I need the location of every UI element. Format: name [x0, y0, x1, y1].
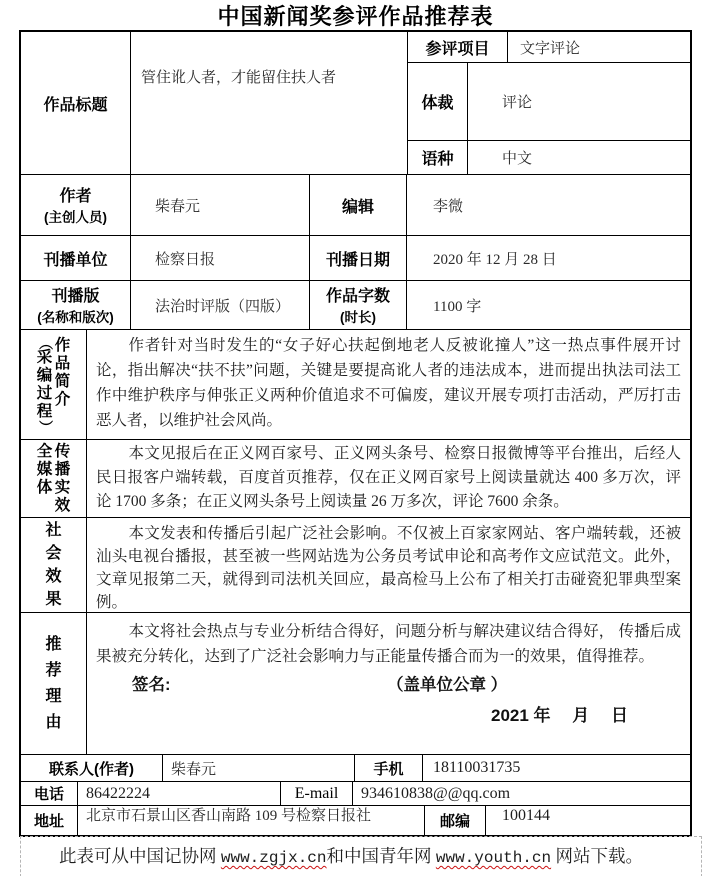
contact-name: 柴春元: [163, 755, 355, 781]
address-label: 地址: [21, 806, 78, 835]
row-contact: [21, 754, 690, 781]
word-count-label: 作品字数 (时长): [310, 281, 407, 329]
date-line: 2021 年 月 日: [491, 706, 628, 725]
work-title-label: 作品标题: [21, 32, 131, 174]
editor-value: 李微: [433, 198, 464, 215]
recommendation-body: [87, 613, 690, 754]
genre-label: 体裁: [408, 63, 468, 140]
intro-label: [21, 330, 87, 439]
contact-label: 联系人(作者): [21, 755, 163, 781]
recommendation-label: 推荐理由: [21, 613, 87, 754]
note-middle: 和中国青年网: [326, 846, 436, 866]
note-prefix: 此表可从中国记协网: [59, 846, 221, 866]
edition-value: 法治时评版（四版）: [131, 281, 310, 329]
address-value: 北京市石景山区香山南路 109 号检察日报社: [78, 806, 425, 835]
row-media-effect: [21, 439, 690, 517]
row-edition: [21, 280, 690, 329]
language-row: [408, 140, 690, 174]
editor-label: 编辑: [310, 175, 407, 235]
row-phone-email: [21, 781, 690, 805]
language-value: 中文: [502, 151, 533, 167]
media-effect-label: [21, 440, 87, 517]
author-sublabel: (主创人员): [44, 210, 107, 225]
row-work-title: [21, 32, 690, 174]
publisher-label: 刊播单位: [21, 236, 131, 280]
genre-row: [408, 62, 690, 140]
category-block: [408, 32, 690, 174]
recommendation-text: 本文将社会热点与专业分析结合得好，问题分析与解决建议结合得好， 传播后成果被充分转化，达到了广泛社会影响力与正能量传播合而为一的效果，值得推荐。: [96, 623, 681, 665]
media-effect-label-right: 传播实效: [54, 442, 71, 514]
edition-sublabel: (名称和版次): [37, 310, 114, 325]
author-label: 作者 (主创人员): [21, 175, 131, 235]
media-effect-text: 本文见报后在正义网百家号、正义网头条号、检察日报微博等平台推出，后经人民日报客户端转载，百度首页推荐，仅在正义网百家号上阅读量就达 400 多万次，评论 1700 多条；在正义网头条号上阅读量 26 万多次，评论 7600 余条。: [96, 445, 681, 510]
row-address: [21, 805, 690, 835]
phone-label: 电话: [21, 782, 78, 805]
note-suffix: 网站下载。: [551, 846, 643, 866]
row-social-effect: [21, 517, 690, 612]
intro-text: 作者针对当时发生的“女子好心扶起倒地老人反被讹撞人”这一热点事件展开讨论，指出解决“扶不扶”问题，关键是要提高讹人者的违法成本，进而提出执法司法工作中维护秩序与伸张正义两种价值追求不可偏废，建议开展专项打击活动，严厉打击恶人者，以维护社会风尚。: [96, 337, 681, 429]
download-note: [20, 836, 702, 876]
author-value: 柴春元: [131, 175, 310, 235]
publish-date-label: 刊播日期: [310, 236, 407, 280]
publish-date-value: 2020 年 12 月 28 日: [433, 251, 557, 268]
form-table: [19, 30, 692, 837]
postcode-label: 邮编: [425, 806, 486, 835]
signature-label: 签名:: [132, 676, 171, 694]
entry-category-label: 参评项目: [408, 32, 508, 62]
row-author: [21, 174, 690, 235]
email-label: E-mail: [281, 782, 353, 805]
phone-value: 86422224: [78, 782, 281, 805]
word-count-sublabel: (时长): [339, 310, 376, 325]
intro-label-main-col: 作品简介: [54, 336, 71, 408]
page-title: 中国新闻奖参评作品推荐表: [217, 4, 494, 29]
word-count-value: 1100 字: [433, 298, 482, 315]
paren-close: ）: [37, 419, 54, 434]
media-effect-label-left: 全媒体: [36, 442, 53, 496]
row-recommendation: [21, 612, 690, 754]
edition-label: 刊播版 (名称和版次): [21, 281, 131, 329]
row-publisher: [21, 235, 690, 280]
paren-open: （: [37, 335, 54, 350]
entry-category-row: [408, 32, 690, 62]
postcode-value: 100144: [502, 807, 550, 824]
row-intro: [21, 329, 690, 439]
note-url-youth: www.youth.cn: [435, 849, 552, 867]
email-value: 934610838@@qq.com: [361, 784, 511, 802]
mobile-value: 18110031735: [433, 759, 521, 776]
entry-category-value: 文字评论: [520, 40, 581, 57]
note-url-zgjx: www.zgjx.cn: [220, 849, 327, 867]
seal-label: （盖单位公章 ）: [387, 676, 508, 694]
intro-label-paren-col: （ 采编过程 ）: [36, 335, 54, 434]
signature-line: [87, 669, 690, 697]
social-effect-text: 本文发表和传播后引起广泛社会影响。不仅被上百家家网站、客户端转载，还被汕头电视台播报，甚至被一些网站选为公务员考试申论和高考作文应试范文。此外，文章见报第二天，就得到司法机关回应，最高检马上公布了相关打击碰瓷犯罪典型案例。: [96, 525, 681, 611]
genre-value: 评论: [502, 95, 533, 111]
work-title-value: 管住讹人者，才能留住扶人者: [131, 32, 408, 174]
publisher-value: 检察日报: [131, 236, 310, 280]
language-label: 语种: [408, 141, 468, 174]
mobile-label: 手机: [355, 755, 423, 781]
social-effect-label: 社会效果: [21, 518, 87, 612]
